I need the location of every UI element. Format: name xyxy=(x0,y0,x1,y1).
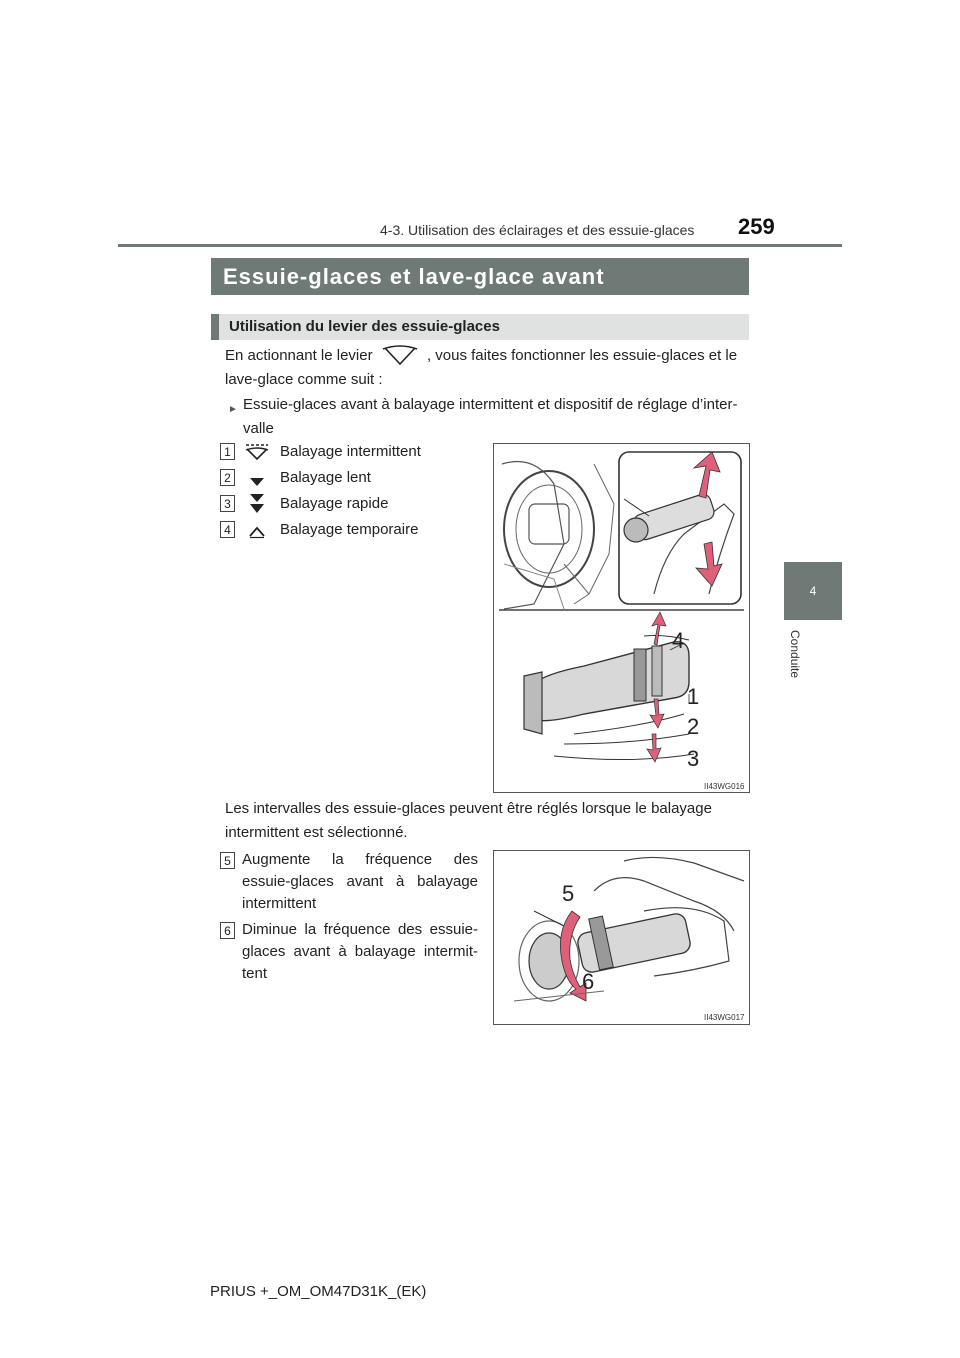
item-label: Balayage rapide xyxy=(280,495,389,512)
figure-wiper-lever-illustration xyxy=(494,444,749,792)
item-number: 3 xyxy=(220,495,235,512)
high-speed-icon xyxy=(248,493,266,515)
intro-line-1 xyxy=(225,344,737,368)
mist-icon xyxy=(248,523,266,537)
list-item xyxy=(220,466,470,490)
item-description-line: essuie-glaces avant à balayage xyxy=(242,873,478,890)
section-title: Essuie-glaces et lave-glace avant xyxy=(211,258,749,295)
bullet-line-1: Essuie-glaces avant à balayage intermittent et dispositif de réglage d’inter- xyxy=(243,396,738,413)
item-description-line: Diminue la fréquence des essuie- xyxy=(242,921,478,938)
item-label: Balayage intermittent xyxy=(280,443,421,460)
figure2-callout-6: 6 xyxy=(582,969,595,994)
list-item xyxy=(220,518,470,542)
item-number: 6 xyxy=(220,922,235,939)
item-number: 4 xyxy=(220,521,235,538)
bullet-wiper-mode xyxy=(228,393,748,441)
footer-document-code: PRIUS +_OM_OM47D31K_(EK) xyxy=(210,1283,427,1300)
item-description-line: glaces avant à balayage intermit- xyxy=(242,943,478,960)
list-item xyxy=(220,440,470,464)
item-description-line: intermittent xyxy=(242,895,317,912)
item-number: 2 xyxy=(220,469,235,486)
intro-line-2: lave-glace comme suit : xyxy=(225,371,383,388)
list-item xyxy=(220,919,478,985)
bullet-line-2: valle xyxy=(243,420,274,437)
item-label: Balayage lent xyxy=(280,469,371,486)
list-item xyxy=(220,492,470,516)
figure2-code: II43WG017 xyxy=(704,1013,745,1022)
figure-wiper-lever xyxy=(493,443,750,793)
figure1-code: II43WG016 xyxy=(704,782,745,791)
intro-part-1: En actionnant le levier xyxy=(225,347,373,364)
interval-note-line-1: Les intervalles des essuie-glaces peuvent être réglés lorsque le balayage xyxy=(225,800,712,817)
interval-note-line-2: intermittent est sélectionné. xyxy=(225,824,408,841)
page-number: 259 xyxy=(738,214,775,239)
header-rule xyxy=(118,244,842,247)
item-label: Balayage temporaire xyxy=(280,521,419,538)
item-number: 5 xyxy=(220,852,235,869)
figure1-callout-1: 1 xyxy=(687,684,700,709)
wiper-mode-list xyxy=(220,440,470,542)
figure1-callout-3: 3 xyxy=(687,746,700,771)
figure1-callout-2: 2 xyxy=(687,714,700,739)
interval-adjust-list xyxy=(220,849,478,985)
header-section-title: 4-3. Utilisation des éclairages et des essuie-glaces xyxy=(380,222,695,238)
item-description xyxy=(242,849,478,915)
intro-part-2: , vous faites fonctionner les essuie-glaces et le xyxy=(426,347,738,364)
low-speed-icon xyxy=(248,472,266,484)
item-number: 1 xyxy=(220,443,235,460)
chapter-label xyxy=(782,630,812,690)
sub-title: Utilisation du levier des essuie-glaces xyxy=(211,314,749,340)
intermittent-wipe-icon xyxy=(244,442,270,462)
figure-interval-adjust-illustration xyxy=(494,851,749,1024)
interval-note xyxy=(225,797,745,845)
item-description-line: tent xyxy=(242,965,268,982)
chapter-tab xyxy=(784,562,842,620)
chapter-label-text: Conduite xyxy=(788,630,802,679)
list-item xyxy=(220,849,478,915)
chapter-number: 4 xyxy=(809,584,817,598)
item-description xyxy=(242,919,478,985)
figure1-callout-4: 4 xyxy=(672,628,685,653)
figure-interval-adjust xyxy=(493,850,750,1025)
wiper-lever-icon xyxy=(377,344,423,366)
item-description-line: Augmente la fréquence des xyxy=(242,851,478,868)
figure2-callout-5: 5 xyxy=(562,881,575,906)
bullet-arrow-icon: ► xyxy=(228,404,238,415)
